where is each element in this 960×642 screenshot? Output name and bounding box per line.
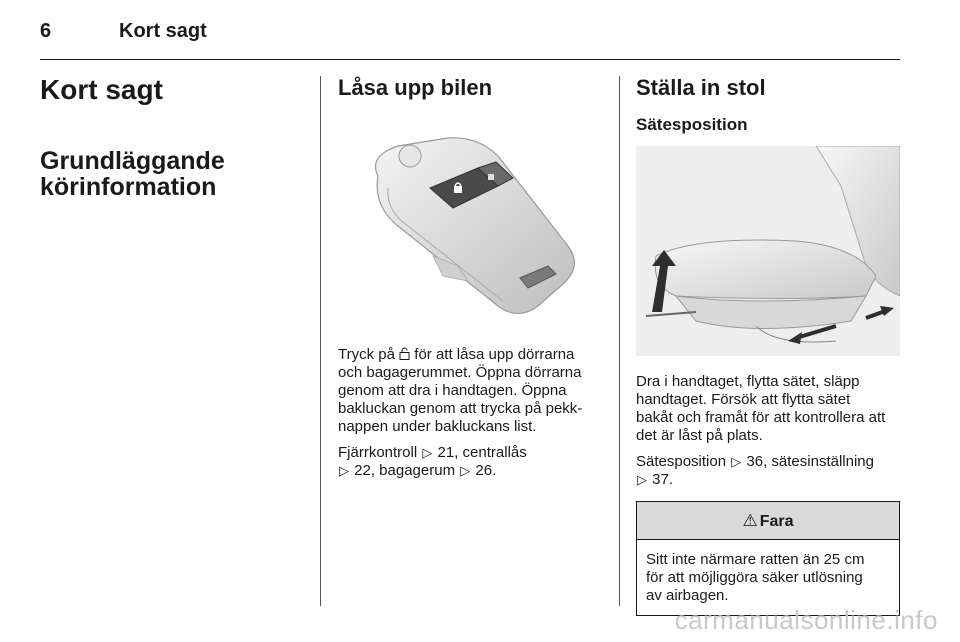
warning-header	[637, 502, 899, 540]
warning-triangle-icon: ⚠	[742, 511, 758, 530]
header-rule	[40, 59, 900, 60]
unlock-icon	[399, 347, 410, 360]
cross-reference-arrow-icon[interactable]: ▷	[460, 463, 471, 478]
car-key-remote-illustration	[338, 116, 600, 331]
column-1	[40, 74, 310, 200]
seat-instructions: Dra i handtaget, flytta sätet, släpp handtaget. Försök att flytta sätet bakåt och framåt för att kontrollera att det är låst på plats.	[636, 373, 886, 444]
seat-adjust-heading: Ställa in stol	[636, 75, 766, 100]
column-3	[636, 74, 901, 616]
page-number: 6	[40, 20, 52, 42]
seat-adjust-illustration	[636, 146, 900, 356]
warning-label: Fara	[759, 513, 794, 530]
warning-body: Sitt inte närmare ratten än 25 cm för att möjliggöra säker utlösning av airbagen.	[646, 551, 865, 604]
page-header	[40, 18, 900, 58]
column-2	[338, 74, 603, 480]
seat-position-subheading: Sätesposition	[636, 115, 748, 134]
column-divider	[619, 76, 620, 606]
cross-reference-arrow-icon[interactable]: ▷	[422, 445, 433, 460]
cross-reference-arrow-icon[interactable]: ▷	[637, 472, 647, 487]
seat-cross-references: Sätesposition ▷ 36, sätesinställning ▷ 37.	[636, 453, 874, 488]
unlock-instructions: Tryck på för att låsa upp dörrarna och bagagerummet. Öppna dörrarna genom att dra i handtagen. Öppna bakluckan genom att trycka på pekk- nappen under bakluckans list.	[338, 346, 583, 435]
unlock-car-heading: Låsa upp bilen	[338, 75, 493, 100]
page-header-title: Kort sagt	[119, 20, 207, 42]
cross-references: Fjärrkontroll ▷ 21, centrallås ▷ 22, bagagerum ▷ 26.	[338, 444, 527, 479]
chapter-title: Kort sagt	[40, 74, 163, 105]
cross-reference-arrow-icon[interactable]: ▷	[339, 463, 349, 478]
danger-warning-box	[636, 501, 900, 616]
section-title: Grundläggande körinformation	[40, 147, 225, 201]
watermark: carmanualsonline.info	[674, 605, 938, 635]
cross-reference-arrow-icon[interactable]: ▷	[731, 454, 742, 469]
column-divider	[320, 76, 321, 606]
